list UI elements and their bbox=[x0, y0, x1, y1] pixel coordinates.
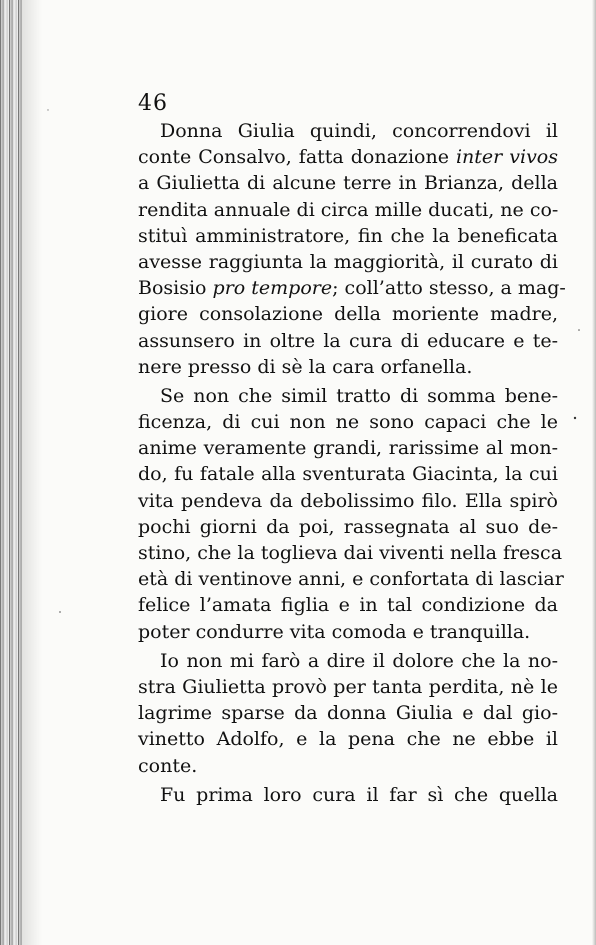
text-segment: Bosisio bbox=[138, 277, 213, 300]
text-line: vita pendeva da debolissimo filo. Ella spirò bbox=[138, 489, 558, 512]
paragraph bbox=[138, 648, 558, 779]
italic-phrase: inter vivos bbox=[455, 146, 558, 169]
text-line: assunsero in oltre la cura di educare e te- bbox=[138, 329, 558, 352]
text-line: anime veramente grandi, rarissime al mon- bbox=[138, 437, 558, 460]
text-line: felice l’amata figlia e in tal condizione da bbox=[138, 594, 558, 617]
text-line: vinetto Adolfo, e la pena che ne ebbe il bbox=[138, 728, 558, 751]
text-line: rendita annuale di circa mille ducati, ne co- bbox=[138, 198, 559, 221]
italic-phrase: pro tempore bbox=[212, 277, 333, 300]
text-line: Donna Giulia quindi, concorrendovi il bbox=[160, 120, 558, 142]
text-line: do, fu fatale alla sventurata Giacinta, la cui bbox=[138, 463, 558, 486]
gutter-shadow bbox=[22, 0, 42, 945]
text-line: giore consolazione della moriente madre, bbox=[138, 303, 558, 326]
text-line: lagrime sparse da donna Giulia e dal gio- bbox=[138, 702, 558, 725]
text-line: pochi giorni da poi, rassegnata al suo de- bbox=[138, 515, 558, 538]
text-line: stino, che la toglieva dai viventi nella fresca bbox=[138, 542, 563, 564]
paragraph bbox=[138, 118, 566, 380]
page-number: 46 bbox=[138, 91, 168, 116]
text-segment: ; coll’atto stesso, a mag- bbox=[332, 277, 566, 300]
page-edge-shadow bbox=[592, 0, 596, 945]
text-line: conte. bbox=[138, 754, 198, 777]
paragraph bbox=[138, 383, 564, 645]
binding-gutter bbox=[0, 0, 22, 945]
text-line: Fu prima loro cura il far sì che quella bbox=[160, 783, 558, 806]
text-line bbox=[138, 275, 566, 301]
body-text bbox=[138, 118, 566, 808]
text-line: a Giulietta di alcune terre in Brianza, della bbox=[138, 172, 558, 195]
text-line: stituì amministratore, fin che la beneficata bbox=[138, 224, 558, 247]
text-line: Se non che simil tratto di somma bene- bbox=[160, 384, 558, 407]
text-line: età di ventinove anni, e confortata di lasciar bbox=[138, 568, 564, 591]
text-line: Io non mi farò a dire il dolore che la no- bbox=[160, 649, 558, 672]
text-line: ficenza, di cui non ne sono capaci che le bbox=[138, 411, 558, 434]
text-line: avesse raggiunta la maggiorità, il curato di bbox=[138, 250, 558, 273]
text-line: poter condurre vita comoda e tranquilla. bbox=[138, 620, 531, 643]
text-line: stra Giulietta provò per tanta perdita, nè le bbox=[138, 675, 558, 698]
paragraph bbox=[138, 782, 558, 808]
text-line: nere presso di sè la cara orfanella. bbox=[138, 355, 473, 378]
text-line bbox=[138, 144, 558, 170]
text-segment: conte Consalvo, fatta donazione bbox=[138, 146, 456, 169]
